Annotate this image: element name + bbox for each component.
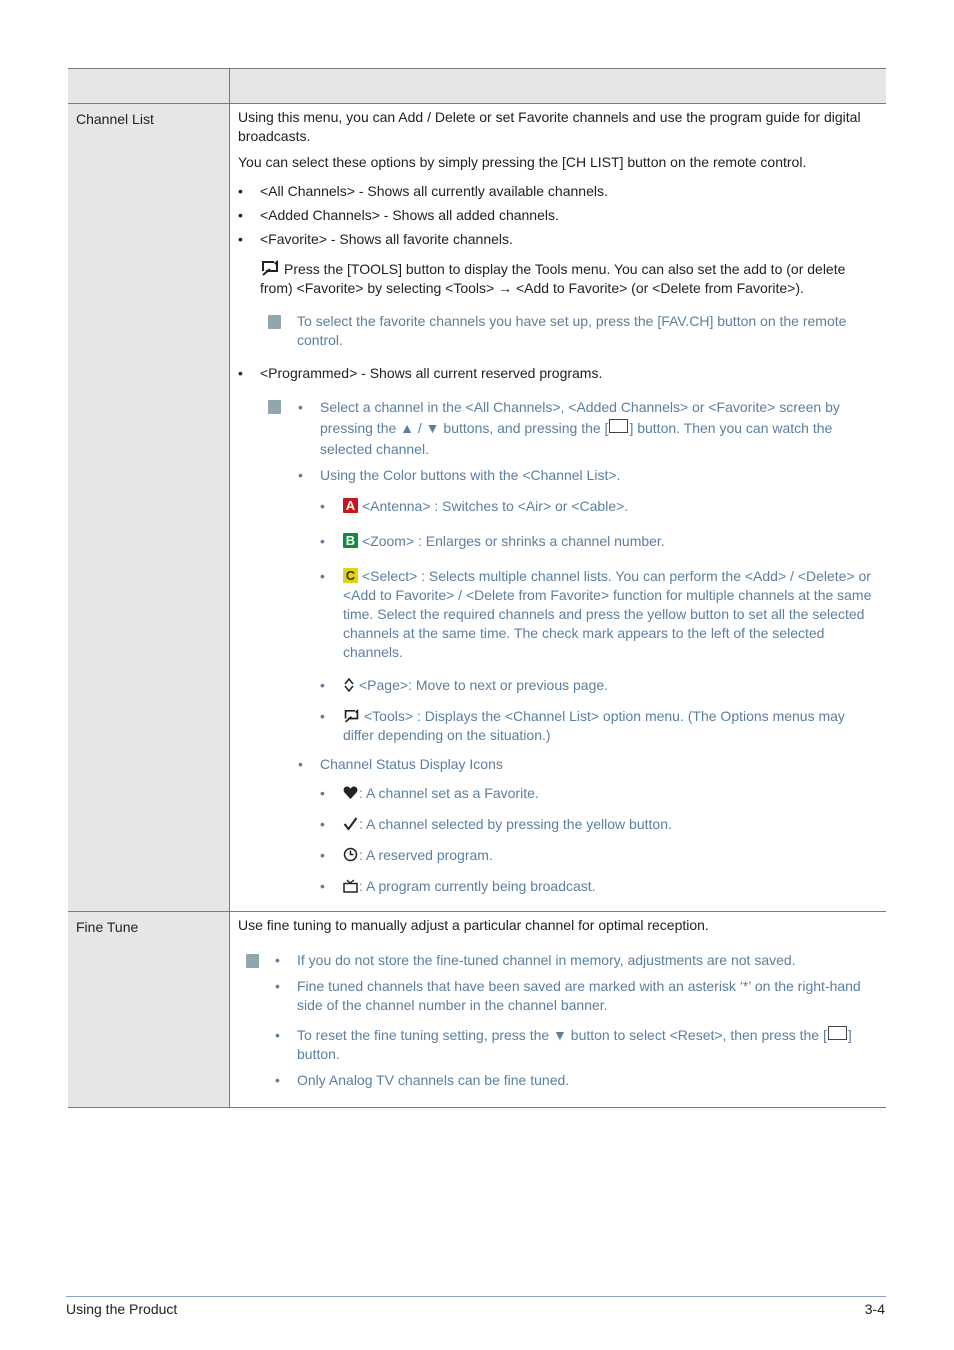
antenna-text: <Antenna> : Switches to <Air> or <Cable>.: [362, 498, 629, 514]
note-select-text-end: ] button. Then you can watch the selected channel.: [320, 420, 833, 457]
channel-list-intro-2: You can select these options by simply pressing the [CH LIST] button on the remote control.: [238, 154, 807, 170]
color-item-select: [320, 567, 878, 662]
zoom-text: <Zoom> : Enlarges or shrinks a channel number.: [362, 533, 665, 549]
note-item: • Fine tuned channels that have been saved are marked with an asterisk ‘*’ on the right-hand side of the channel number in the channel banner.: [274, 977, 878, 1015]
table-row: [68, 104, 886, 912]
color-item-antenna: [320, 497, 878, 516]
settings-table: [68, 68, 886, 1108]
row-label-cell: [68, 104, 230, 912]
color-item-zoom: [320, 532, 878, 551]
header-cell-left: [68, 69, 230, 104]
header-cell-right: [230, 69, 887, 104]
check-icon: [343, 817, 358, 831]
footer-divider: [66, 1296, 886, 1297]
heart-icon: [343, 786, 358, 800]
note-item: [274, 1026, 878, 1064]
status-item-reserved: [320, 846, 878, 865]
list-item: • <All Channels> - Shows all currently available channels.: [238, 182, 878, 201]
note-pencil-icon: [268, 400, 281, 414]
note-pencil-icon: [246, 954, 259, 968]
reset-text-end: ] button.: [297, 1027, 852, 1062]
list-item: • <Added Channels> - Shows all added channels.: [238, 206, 878, 225]
favorite-note: [268, 312, 878, 350]
green-b-button-icon: B: [343, 533, 358, 548]
tools-note: [260, 259, 878, 298]
fine-tune-note: [246, 951, 878, 1090]
color-buttons-list: [320, 497, 878, 745]
reset-text: To reset the fine tuning setting, press the ▼ button to select <Reset>, then press the [: [297, 1027, 827, 1043]
list-item: • <Programmed> - Shows all current reserved programs.: [238, 364, 878, 383]
clock-icon: [343, 847, 358, 862]
status-item-favorite: [320, 784, 878, 803]
tools-icon: [260, 259, 280, 276]
color-item-tools: [320, 707, 878, 745]
tools-icon: [343, 708, 360, 723]
fine-tune-intro: Use fine tuning to manually adjust a particular channel for optimal reception.: [238, 917, 709, 933]
red-a-button-icon: A: [343, 498, 358, 513]
favorite-note-text: To select the favorite channels you have set up, press the [FAV.CH] button on the remote control.: [297, 313, 847, 348]
row-content-cell: [230, 104, 887, 912]
favorite-icon-text: : A channel set as a Favorite.: [359, 785, 539, 801]
note-select-text: Select a channel in the <All Channels>, <Added Channels> or <Favorite> screen by pressing the ▲ / ▼ buttons, and pressing the [: [320, 399, 840, 436]
enter-icon: [609, 419, 628, 433]
row-label-cell: [68, 912, 230, 1108]
clock-icon-text: : A reserved program.: [359, 847, 493, 863]
note-item: • Channel Status Display Icons: [297, 755, 878, 774]
tools-text: <Tools> : Displays the <Channel List> option menu. (The Options menus may differ depending on the situation.): [343, 708, 845, 743]
channel-list-note: [268, 397, 878, 896]
select-text: <Select> : Selects multiple channel lists. You can perform the <Add> / <Delete> or <Add to Favorite> / <Delete from Favorite> function for multiple channels at the same time. Select the required channels and press the yellow button to set all the selected channels at the same time. The check mark appears to the left of the selected channels.: [343, 568, 872, 660]
row-label-channel-list: Channel List: [76, 111, 154, 127]
footer-section-title: Using the Product: [66, 1301, 178, 1317]
page-text: <Page>: Move to next or previous page.: [359, 677, 609, 693]
row-content-cell: [230, 912, 887, 1108]
table-header-row: [68, 69, 886, 104]
status-item-check: [320, 815, 878, 834]
color-item-page: [320, 676, 878, 695]
note-item: • If you do not store the fine-tuned channel in memory, adjustments are not saved.: [274, 951, 878, 970]
note-pencil-icon: [268, 315, 281, 329]
note-item: • Using the Color buttons with the <Channel List>.: [297, 466, 878, 485]
tv-icon: [343, 879, 358, 893]
tools-note-text: Press the [TOOLS] button to display the Tools menu. You can also set the add to (or delete from) <Favorite> by selecting <Tools> → <Add to Favorite> (or <Delete from Favorite>).: [260, 261, 846, 296]
row-label-fine-tune: Fine Tune: [76, 919, 139, 935]
tv-icon-text: : A program currently being broadcast.: [359, 878, 596, 894]
list-item: • <Favorite> - Shows all favorite channels.: [238, 230, 878, 249]
yellow-c-button-icon: C: [343, 568, 358, 583]
footer-page-number: 3-4: [864, 1301, 885, 1317]
channel-list-intro: Using this menu, you can Add / Delete or set Favorite channels and use the program guide for digital broadcasts.: [238, 109, 861, 144]
status-icons-list: [320, 784, 878, 896]
status-item-broadcast: [320, 877, 878, 896]
table-row: [68, 912, 886, 1108]
note-item: [297, 397, 878, 460]
page-updown-icon: [343, 678, 355, 692]
note-item: • Only Analog TV channels can be fine tuned.: [274, 1071, 878, 1090]
check-icon-text: : A channel selected by pressing the yellow button.: [359, 816, 672, 832]
enter-icon: [828, 1026, 847, 1040]
